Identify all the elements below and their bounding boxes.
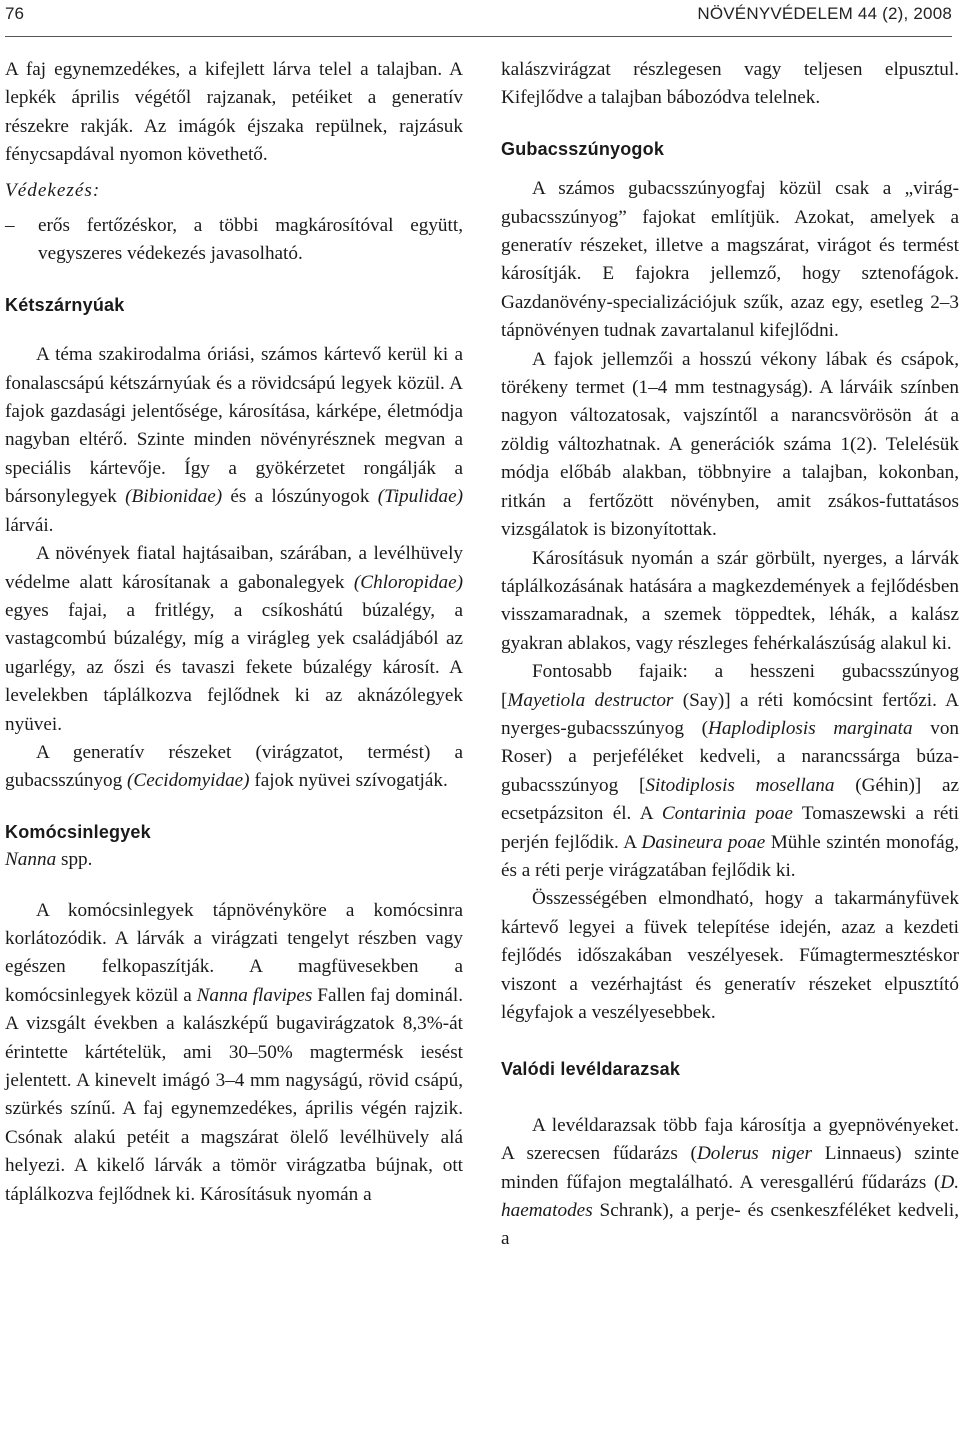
section-heading-valodi-leveldarazsak: Valódi levéldarazsak	[501, 1059, 681, 1080]
header-rule	[5, 36, 952, 37]
paragraph: Összességében elmondható, hogy a takarmányfüvek kártevő legyei a füvek telepítése idején, azaz a kezdeti fejlődés időszakában veszélyesek. Fűmagtermesztéskor viszont a vezérhajtást és generatív részeket elpusztító légyfajok a veszélyesebbek.	[501, 888, 959, 1023]
left-column	[5, 56, 463, 1209]
protection-label: Védekezés:	[5, 179, 101, 201]
paragraph: A téma szakirodalma óriási, számos kártevő kerül ki a fonalascsápú kétszárnyúak és a rövidcsápú legyek közül. A fajok gazdasági jelentősége, károsítása, kárképe, életmódja nagyban eltérő. Szinte minden növényrésznek megvan a speciális kártevője. Így a gyökérzetet rongálják a bársonylegyek (Bibionidae) és a lószúnyogok (Tipulidae) lárvái.	[5, 344, 463, 536]
section-heading-ketszarnyuak: Kétszárnyúak	[5, 294, 125, 315]
paragraph: A fajok jellemzői a hosszú vékony lábak és csápok, törékeny termet (1–4 mm testnagyság). A lárváik színben nagyon változatosak, vajszíntől a narancsvörösön át a zöldig változhatnak. A generációk száma 1(2). Telelésük módja előbáb alakban, többnyire a talajban, kokonban, ritkán a fertőzött növényben, amit zsákos-futtatásos vizsgálatok is bizonyítottak.	[501, 348, 959, 541]
paragraph: kalászvirágzat részlegesen vagy teljesen elpusztul. Kifejlődve a talajban bábozódva telelnek.	[501, 59, 959, 109]
section-heading-komocsinlegyek: Komócsinlegyek	[5, 821, 151, 842]
journal-title: NÖVÉNYVÉDELEM 44 (2), 2008	[697, 4, 952, 23]
protection-item	[5, 212, 463, 269]
paragraph: A komócsinlegyek tápnövényköre a komócsinra korlátozódik. A lárvák a virágzati tengelyt részben vagy egészen felkopaszítják. A magfüvesekben a komócsinlegyek közül a Nanna flavipes Fallen faj dominál. A vizsgált években a kalászképű bugavirágzatok 8,3%-át érintette kártételük, ami 30–50% magtermésk iesést jelentett. A kinevelt imágó 3–4 mm nagyságú, rövid csápú, szürkés színű. A faj egynemzedékes, április végén rajzik. Csónak alakú petéit a magszárat ölelő levélhüvely alá helyezi. A kikelő lárvák a tömör virágzatba bújnak, ott táplálkozva fejlődnek ki. Károsításuk nyomán a	[5, 899, 463, 1205]
paragraph: A levéldarazsak több faja károsítja a gyepnövényeket. A szerecsen fűdarázs (Dolerus niger Linnaeus) szinte minden fűfajon megtalálható. A veresgallérú fűdarázs (D. haematodes Schrank), a perje- és csenkeszféléket kedveli, a	[501, 1114, 960, 1250]
right-column	[501, 56, 959, 1254]
paragraph: A növények fiatal hajtásaiban, szárában, a levélhüvely védelme alatt károsítanak a gabonalegyek (Chloropidae) egyes fajai, a fritlégy, a csíkoshátú búzalégy, a vastagcombú búzalégy, míg a virágleg yek családjából az ugarlégy, az őszi és tavaszi fekete búzalégy károsít. A levelekben táplálkozva fejlődnek ki az aknázólegyek nyüvei.	[5, 543, 463, 735]
paragraph: Károsításuk nyomán a szár görbült, nyerges, a lárvák táplálkozásának hatására a magkezdemények a fejlődésben visszamaradnak, a szemek töppedtek, léhák, a kalász gyakran ablakos, vagy részleges fehérkalászúság alakul ki.	[501, 547, 959, 654]
paragraph: Fontosabb fajaik: a hesszeni gubacsszúnyog [Mayetiola destructor (Say)] a réti komócsint fertőzi. A nyerges-gubacsszúnyog (Haplodiplosis marginata von Roser) a perjeféléket kedveli, a narancssárga búza-gubacsszúnyog [Sitodiplosis mosellana (Géhin)] az ecsetpázsiton él. A Contarinia poae Tomaszewski a réti perjén fejlődik. A Dasineura poae Mühle szintén monofág, és a réti perje virágzatában fejlődik ki.	[501, 661, 960, 881]
page-header	[5, 2, 952, 30]
section-heading-gubacsszunyogok: Gubacsszúnyogok	[501, 138, 665, 159]
paragraph: A faj egynemzedékes, a kifejlett lárva telel a talajban. A lepkék április végétől rajzanak, petéiket a generatív részekre rakják. Az imágók éjszaka repülnek, rajzásuk fénycsapdával nyomon követhető.	[5, 59, 463, 166]
paragraph: A generatív részeket (virágzatot, termést) a gubacsszúnyog (Cecidomyidae) fajok nyüvei szívogatják.	[5, 741, 463, 792]
dash-bullet: –	[5, 215, 15, 237]
page-number: 76	[5, 4, 24, 23]
genus-subtitle: Nanna spp.	[5, 849, 93, 871]
paragraph: A számos gubacsszúnyogfaj közül csak a „virág-gubacsszúnyog” fajokat említjük. Azokat, amelyek a generatív részeket, illetve a magszárat, virágot és termést károsítják. E fajokra jellemző, hogy sztenofágok. Gazdanövény-specializációjuk szűk, azaz egy, esetleg 2–3 tápnövényen tudnak zavartalanul kifejlődni.	[501, 178, 959, 342]
protection-item-text: erős fertőzéskor, a többi magkárosítóval együtt, vegyszeres védekezés javasolható.	[38, 215, 463, 265]
